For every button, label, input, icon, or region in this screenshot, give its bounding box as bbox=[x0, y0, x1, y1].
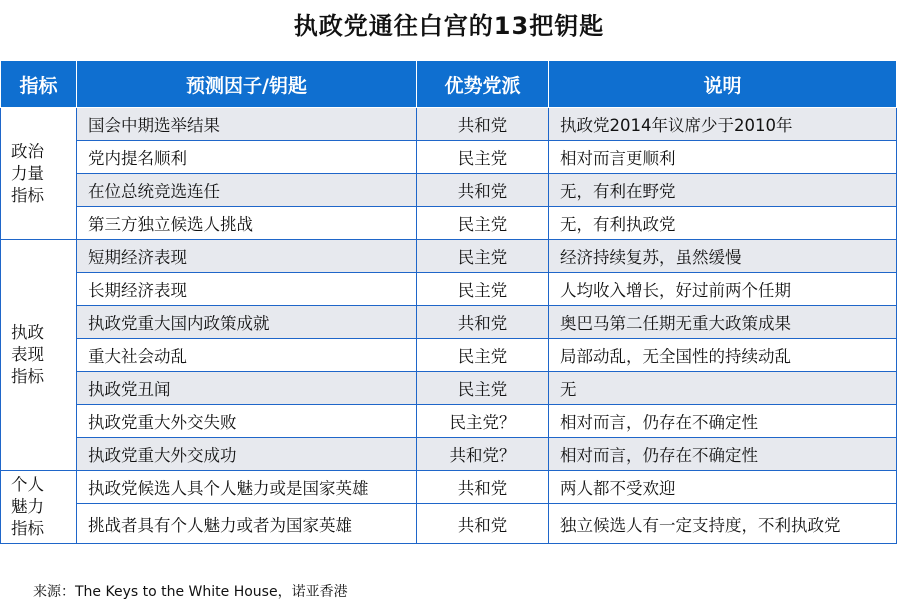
factor-cell: 重大社会动乱 bbox=[77, 339, 417, 372]
table-row bbox=[1, 372, 897, 405]
table-row bbox=[1, 504, 897, 544]
note-cell: 经济持续复苏，虽然缓慢 bbox=[549, 240, 897, 273]
note-cell: 执政党2014年议席少于2010年 bbox=[549, 108, 897, 141]
table-row bbox=[1, 405, 897, 438]
factor-cell: 党内提名顺利 bbox=[77, 141, 417, 174]
factor-cell: 执政党候选人具个人魅力或是国家英雄 bbox=[77, 471, 417, 504]
party-cell: 民主党 bbox=[417, 372, 549, 405]
table-row bbox=[1, 240, 897, 273]
party-cell: 民主党 bbox=[417, 273, 549, 306]
table-row bbox=[1, 339, 897, 372]
category-line: 政治 bbox=[11, 141, 44, 161]
factor-cell: 执政党重大外交成功 bbox=[77, 438, 417, 471]
note-cell: 相对而言，仍存在不确定性 bbox=[549, 438, 897, 471]
table-row bbox=[1, 141, 897, 174]
factor-cell: 短期经济表现 bbox=[77, 240, 417, 273]
party-cell: 共和党 bbox=[417, 471, 549, 504]
party-cell: 共和党？ bbox=[417, 438, 549, 471]
note-cell: 两人都不受欢迎 bbox=[549, 471, 897, 504]
category-line: 执政 bbox=[11, 323, 44, 342]
note-cell: 奥巴马第二任期无重大政策成果 bbox=[549, 306, 897, 339]
table-row bbox=[1, 207, 897, 240]
category-charisma bbox=[1, 471, 77, 544]
factor-cell: 执政党重大外交失败 bbox=[77, 405, 417, 438]
party-cell: 共和党 bbox=[417, 174, 549, 207]
factor-cell: 在位总统竞选连任 bbox=[77, 174, 417, 207]
note-cell: 无，有利执政党 bbox=[549, 207, 897, 240]
category-line: 个人 bbox=[11, 475, 44, 494]
note-cell: 相对而言更顺利 bbox=[549, 141, 897, 174]
note-cell: 人均收入增长，好过前两个任期 bbox=[549, 273, 897, 306]
page-title: 执政党通往白宫的13把钥匙 bbox=[293, 12, 605, 40]
category-line: 指标 bbox=[11, 519, 44, 538]
party-cell: 民主党 bbox=[417, 339, 549, 372]
table-row bbox=[1, 273, 897, 306]
table-row bbox=[1, 108, 897, 141]
category-line: 指标 bbox=[11, 367, 44, 386]
factor-cell: 长期经济表现 bbox=[77, 273, 417, 306]
header-party: 优势党派 bbox=[417, 61, 549, 108]
factor-cell: 执政党重大国内政策成就 bbox=[77, 306, 417, 339]
table-row bbox=[1, 471, 897, 504]
header-factor: 预测因子/钥匙 bbox=[77, 61, 417, 108]
party-cell: 共和党 bbox=[417, 306, 549, 339]
category-line: 表现 bbox=[11, 345, 44, 364]
category-line: 魅力 bbox=[11, 497, 44, 516]
party-cell: 民主党 bbox=[417, 141, 549, 174]
header-note: 说明 bbox=[549, 61, 897, 108]
party-cell: 民主党 bbox=[417, 207, 549, 240]
table-row bbox=[1, 174, 897, 207]
category-line: 指标 bbox=[11, 185, 44, 205]
header-indicator: 指标 bbox=[1, 61, 77, 108]
category-line: 力量 bbox=[11, 163, 44, 183]
factor-cell: 第三方独立候选人挑战 bbox=[77, 207, 417, 240]
note-cell: 无 bbox=[549, 372, 897, 405]
factor-cell: 执政党丑闻 bbox=[77, 372, 417, 405]
table-row bbox=[1, 306, 897, 339]
category-political bbox=[1, 108, 77, 240]
category-performance bbox=[1, 240, 77, 471]
party-cell: 共和党 bbox=[417, 504, 549, 544]
factor-cell: 挑战者具有个人魅力或者为国家英雄 bbox=[77, 504, 417, 544]
note-cell: 局部动乱，无全国性的持续动乱 bbox=[549, 339, 897, 372]
note-cell: 相对而言，仍存在不确定性 bbox=[549, 405, 897, 438]
party-cell: 民主党？ bbox=[417, 405, 549, 438]
note-cell: 独立候选人有一定支持度，不利执政党 bbox=[549, 504, 897, 544]
table-header-row bbox=[1, 61, 897, 108]
factor-cell: 国会中期选举结果 bbox=[77, 108, 417, 141]
source-note: 来源：The Keys to the White House，诺亚香港 bbox=[33, 584, 348, 600]
keys-table bbox=[0, 60, 897, 544]
note-cell: 无，有利在野党 bbox=[549, 174, 897, 207]
party-cell: 民主党 bbox=[417, 240, 549, 273]
party-cell: 共和党 bbox=[417, 108, 549, 141]
table-row bbox=[1, 438, 897, 471]
